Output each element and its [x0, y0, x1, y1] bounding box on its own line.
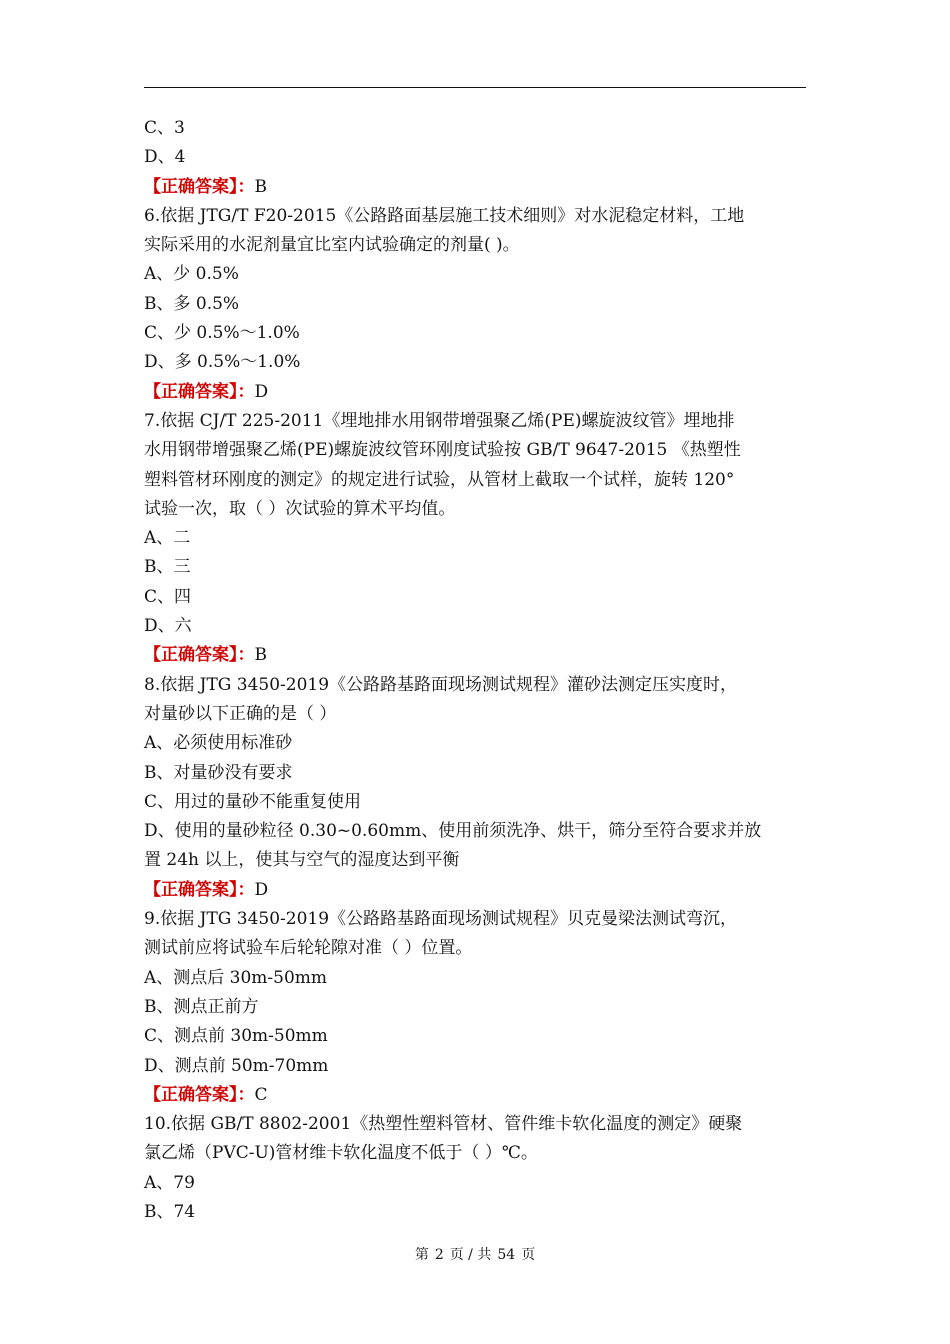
option-line: A、79 [144, 1172, 195, 1193]
answer-label: 【正确答案】： [144, 645, 255, 666]
option-line: A、必须使用标准砂 [144, 733, 293, 754]
option-line: A、测点后 30m-50mm [144, 967, 328, 988]
question-stem: 7.依据 CJ/T 225-2011《埋地排水用钢带增强聚乙烯(PE)螺旋波纹管》埋地排 [144, 410, 735, 431]
footer-suffix: 页 [521, 1247, 536, 1263]
answer-label: 【正确答案】： [144, 1084, 255, 1105]
question-stem: 对量砂以下正确的是（ ） [144, 703, 337, 724]
option-line: C、四 [144, 586, 192, 607]
answer-label: 【正确答案】： [144, 381, 255, 402]
answer-line [144, 378, 806, 407]
option-line: D、使用的量砂粒径 0.30~0.60mm、使用前须洗净、烘干，筛分至符合要求并放 [144, 821, 762, 842]
answer-value: B [254, 176, 267, 197]
question-stem: 水用钢带增强聚乙烯(PE)螺旋波纹管环刚度试验按 GB/T 9647-2015 《热塑性 [144, 440, 741, 461]
option-line: C、3 [144, 118, 185, 138]
option-line: C、用过的量砂不能重复使用 [144, 791, 362, 812]
option-line: B、多 0.5% [144, 293, 240, 314]
question-stem: 6.依据 JTG/T F20-2015《公路路面基层施工技术细则》对水泥稳定材料，工地 [144, 205, 745, 226]
answer-line [144, 641, 806, 670]
footer-page-number: 2 [434, 1247, 444, 1263]
option-line: B、对量砂没有要求 [144, 762, 293, 783]
footer-prefix: 第 [414, 1247, 429, 1263]
question-stem: 试验一次，取（ ）次试验的算术平均值。 [144, 498, 456, 519]
document-body [144, 114, 806, 1227]
option-line: B、三 [144, 557, 191, 578]
option-line: D、4 [144, 147, 186, 168]
option-line: D、多 0.5%～1.0% [144, 352, 301, 373]
question-stem: 9.依据 JTG 3450-2019《公路路基路面现场测试规程》贝克曼梁法测试弯沉， [144, 909, 738, 930]
option-line: D、六 [144, 616, 192, 637]
answer-label: 【正确答案】： [144, 176, 255, 197]
answer-line [144, 173, 806, 202]
option-line: C、测点前 30m-50mm [144, 1026, 328, 1047]
question-stem: 氯乙烯（PVC-U)管材维卡软化温度不低于（ ）℃。 [144, 1143, 538, 1164]
option-line: A、二 [144, 528, 191, 549]
answer-line [144, 876, 806, 905]
question-stem: 8.依据 JTG 3450-2019《公路路基路面现场测试规程》灌砂法测定压实度时， [144, 674, 738, 695]
option-line: B、测点正前方 [144, 996, 259, 1017]
option-line: 置 24h 以上，使其与空气的湿度达到平衡 [144, 850, 460, 871]
option-line: C、少 0.5%～1.0% [144, 323, 300, 344]
footer-total-pages: 54 [497, 1247, 516, 1263]
option-line: D、测点前 50m-70mm [144, 1055, 329, 1076]
question-stem: 10.依据 GB/T 8802-2001《热塑性塑料管材、管件维卡软化温度的测定》硬聚 [144, 1114, 743, 1135]
page-footer [0, 1244, 950, 1264]
footer-mid: 页 / 共 [449, 1247, 492, 1263]
answer-value: B [254, 645, 267, 666]
header-rule [144, 87, 806, 88]
question-stem: 实际采用的水泥剂量宜比室内试验确定的剂量( )。 [144, 235, 520, 256]
option-line: A、少 0.5% [144, 264, 239, 285]
option-line: B、74 [144, 1201, 196, 1222]
question-stem: 塑料管材环刚度的测定》的规定进行试验，从管材上截取一个试样，旋转 120° [144, 469, 735, 490]
answer-label: 【正确答案】： [144, 879, 255, 900]
answer-value: C [254, 1084, 268, 1105]
question-stem: 测试前应将试验车后轮轮隙对准（ ）位置。 [144, 938, 473, 959]
answer-value: D [254, 879, 269, 900]
answer-value: D [254, 381, 269, 402]
answer-line [144, 1081, 806, 1110]
